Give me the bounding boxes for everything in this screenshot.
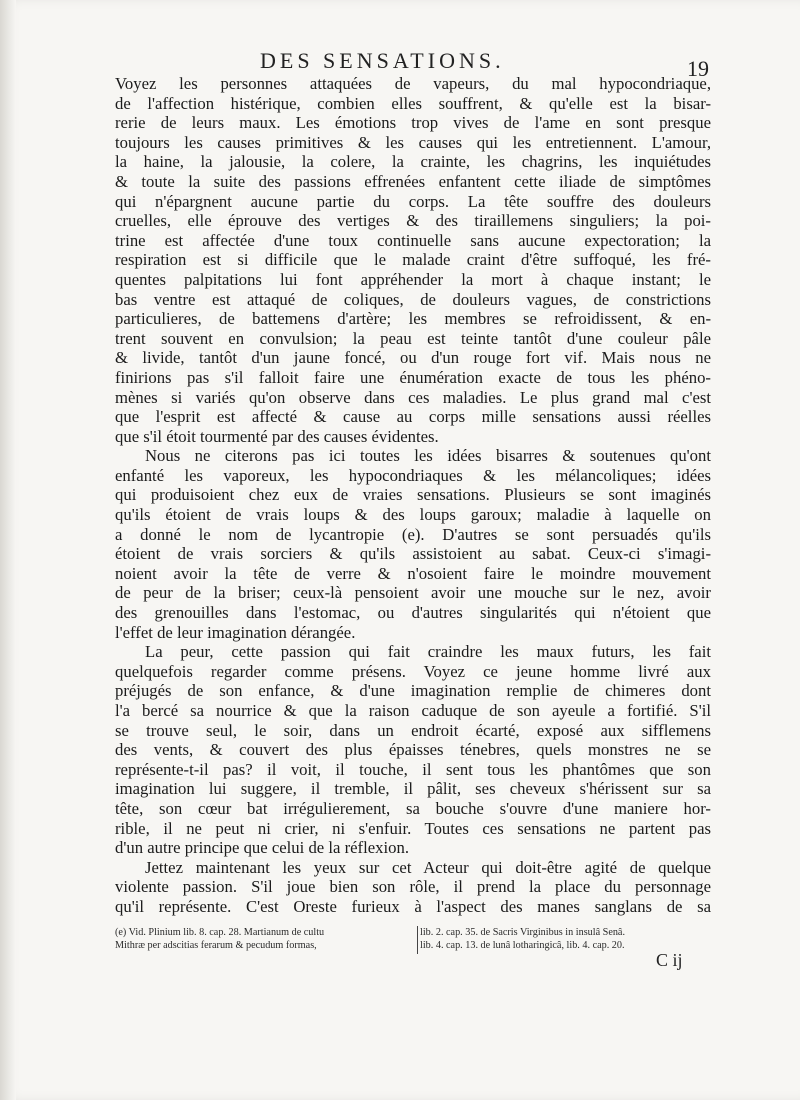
text-line: cruelles, elle éprouve des vertiges & des tiraillemens singuliers; la poi- <box>115 211 711 231</box>
page-fold-shadow <box>0 0 16 1100</box>
text-line: des grenouilles dans l'estomac, ou d'autres singularités qui n'étoient que <box>115 603 711 623</box>
text-line: l'a bercé sa nourrice & que la raison caduque de son ayeule a fortifié. S'il <box>115 701 711 720</box>
text-line: toujours les causes primitives & les causes qui les entretiennent. L'amour, <box>115 132 711 152</box>
text-line: la haine, la jalousie, la colere, la crainte, les chagrins, les inquiétudes <box>115 152 711 172</box>
text-line: Jettez maintenant les yeux sur cet Acteur qui doit-être agité de quelque <box>145 857 711 877</box>
footnote-line: lib. 2. cap. 35. de Sacris Virginibus in insulâ Senâ. <box>420 927 626 938</box>
text-line: d'un autre principe que celui de la réflexion. <box>115 838 409 858</box>
text-line: de l'affection histérique, combien elles souffrent, & qu'elle est la bisar- <box>115 93 711 113</box>
text-line: respiration est si difficile que le malade craint d'être suffoqué, les fré- <box>115 250 711 270</box>
footnote-right-column <box>420 926 715 952</box>
text-line: noient avoir la tête de verre & n'osoient faire le moindre mouvement <box>115 563 711 583</box>
footnote-line: (e) Vid. Plinium lib. 8. cap. 28. Martianum de cultu <box>115 927 325 938</box>
text-line: représente-t-il pas? il voit, il touche, il sent tous les phantômes que son <box>115 759 711 779</box>
running-head: DES SENSATIONS. <box>260 48 505 73</box>
text-line: rerie de leurs maux. Les émotions trop vives de l'ame en sont presque <box>115 113 711 133</box>
text-line: de peur de la briser; ceux-là pensoient avoir une mouche sur le nez, avoir <box>115 583 711 603</box>
footnote-line: Mithræ per adscitias ferarum & pecudum formas, <box>115 940 317 951</box>
text-line: particulieres, de battemens d'artère; les membres se refroidissent, & en- <box>115 309 711 329</box>
signature-mark: C ij <box>656 950 683 970</box>
text-line: Voyez les personnes attaquées de vapeurs, du mal hypocondriaque, <box>115 74 711 93</box>
text-line: qu'ils étoient de vrais loups & des loups garoux; maladie à laquelle on <box>115 505 711 525</box>
text-line: & livide, tantôt d'un jaune foncé, ou d'un rouge fort vif. Mais nous ne <box>115 348 711 368</box>
text-line: quentes palpitations lui font appréhender la mort à chaque instant; le <box>115 269 711 289</box>
text-line: préjugés de son enfance, & d'une imagination remplie de chimeres dont <box>115 681 711 701</box>
text-line: trine est affectée d'une toux continuelle sans aucune expectoration; la <box>115 230 711 250</box>
page-number: 19 <box>687 56 709 81</box>
text-line: l'effet de leur imagination dérangée. <box>115 622 356 642</box>
text-line: & toute la suite des passions effrenées enfantent cette iliade de simptômes <box>115 171 711 191</box>
text-line: quelquefois regarder comme présens. Voyez ce jeune homme livré aux <box>115 661 711 681</box>
text-line: trent souvent en convulsion; la peau est teinte tantôt d'une couleur pâle <box>115 328 711 348</box>
text-line: enfanté les vaporeux, les hypocondriaques & les mélancoliques; idées <box>115 465 711 485</box>
text-line: bas ventre est attaqué de coliques, de douleurs vagues, de constrictions <box>115 289 711 309</box>
text-line: Nous ne citerons pas ici toutes les idées bisarres & soutenues qu'ont <box>145 446 711 466</box>
footnote-left-column <box>115 926 417 952</box>
text-line: La peur, cette passion qui fait craindre les maux futurs, les fait <box>145 642 711 662</box>
text-line: se trouve seul, le soir, dans un endroit écarté, exposé aux sifflemens <box>115 720 711 740</box>
text-line: finirions pas s'il falloit faire une énumération exacte de tous les phéno- <box>115 367 711 387</box>
text-line: des vents, & couvert des plus épaisses ténebres, quels monstres ne se <box>115 740 711 760</box>
text-line: a donné le nom de lycantropie (e). D'autres se sont persuadés qu'ils <box>115 524 711 544</box>
text-line: qui produisoient chez eux de vraies sensations. Plusieurs se sont imaginés <box>115 485 711 505</box>
footnote-column-rule <box>417 926 418 954</box>
text-line: rible, il ne peut ni crier, ni s'enfuir. Toutes ces sensations ne partent pas <box>115 818 711 838</box>
text-line: qui n'épargnent aucune partie du corps. La tête souffre des douleurs <box>115 191 711 211</box>
text-line: qu'il représente. C'est Oreste furieux à l'aspect des manes sanglans de sa <box>115 896 711 916</box>
text-line: que l'esprit est affecté & cause au corps mille sensations aussi réelles <box>115 407 711 427</box>
footnote-line: lib. 4. cap. 13. de lunâ lotharingicâ, lib. 4. cap. 20. <box>420 940 625 951</box>
text-line: étoient de vrais sorciers & qu'ils assistoient au sabat. Ceux-ci s'imagi- <box>115 544 711 564</box>
text-line: tête, son cœur bat irrégulierement, sa bouche s'ouvre d'une maniere hor- <box>115 798 711 818</box>
text-line: violente passion. S'il joue bien son rôle, il prend la place du personnage <box>115 877 711 897</box>
text-line: imagination lui suggere, il tremble, il pâlit, ses cheveux s'hérissent sur sa <box>115 779 711 799</box>
text-line: que s'il étoit tourmenté par des causes évidentes. <box>115 426 439 446</box>
body-text <box>115 74 711 917</box>
text-line: mènes si variés qu'on observe dans ces maladies. Le plus grand mal c'est <box>115 387 711 407</box>
